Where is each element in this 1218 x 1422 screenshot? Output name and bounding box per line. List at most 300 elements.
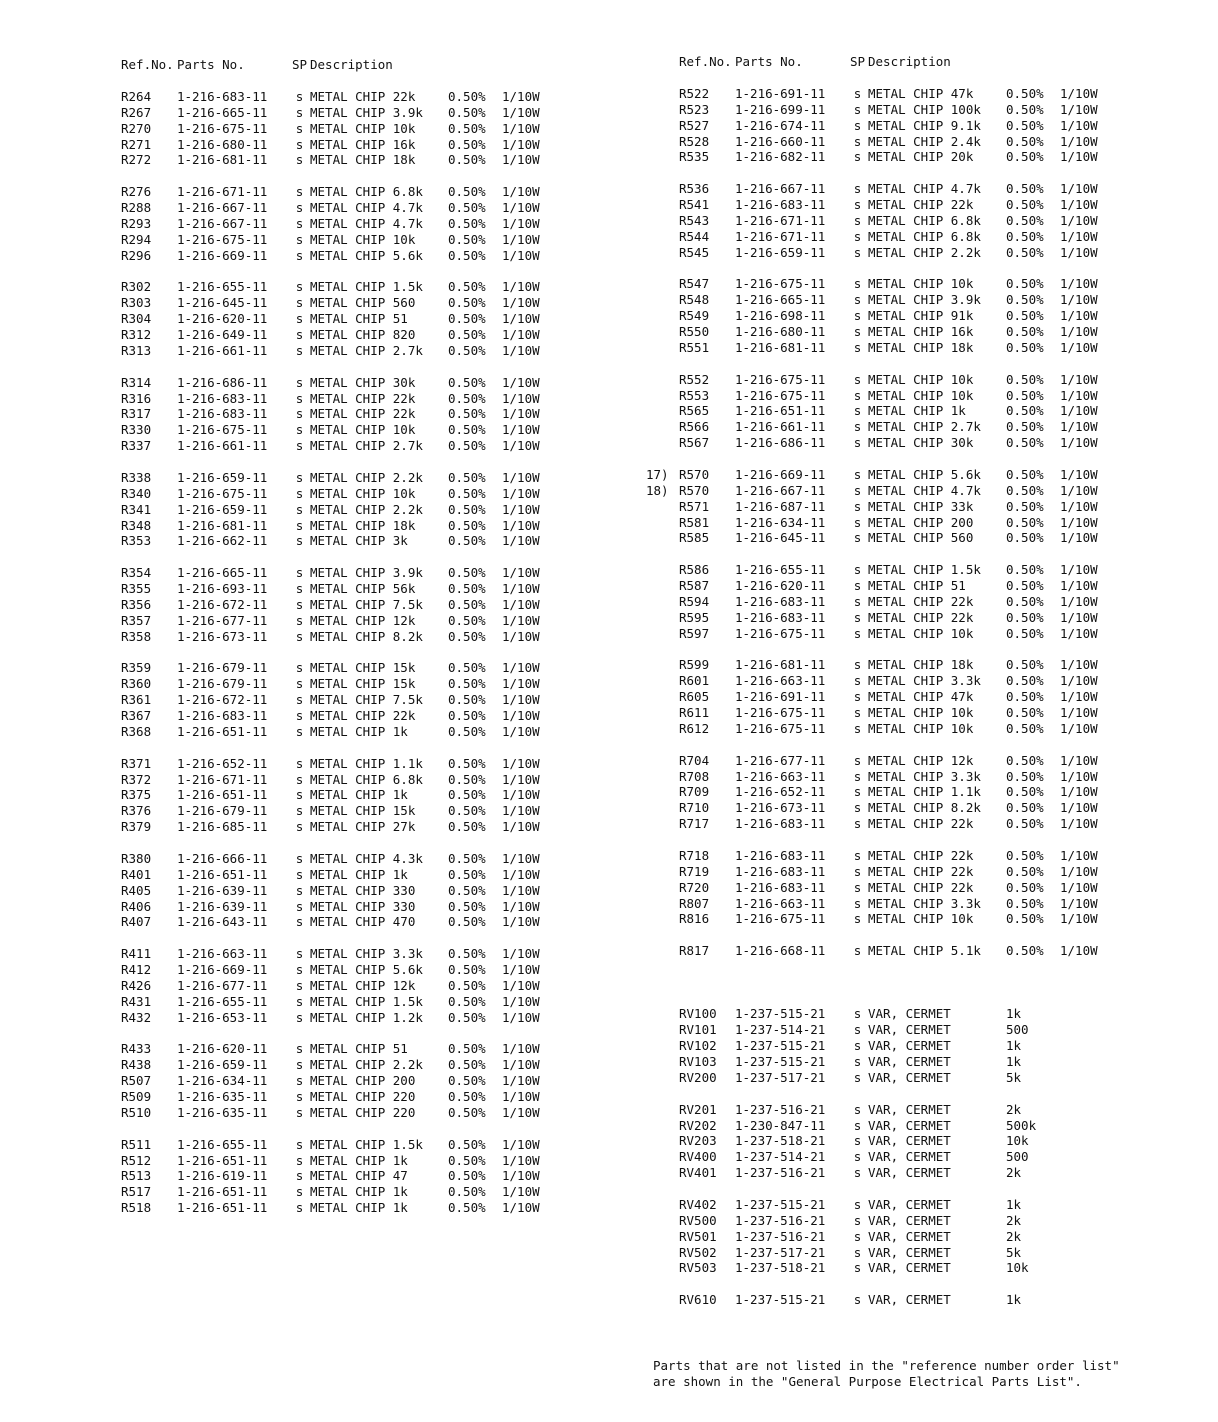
parts-row bbox=[646, 149, 1116, 165]
parts-no: 1-216-683-11 bbox=[177, 88, 268, 104]
wattage: 1/10W bbox=[502, 692, 540, 708]
tolerance: 0.50% bbox=[448, 200, 486, 216]
wattage: 1/10W bbox=[502, 1200, 540, 1216]
wattage: 1/10W bbox=[502, 977, 540, 993]
ref-no: R507 bbox=[121, 1073, 152, 1089]
description: METAL CHIP 2.2k bbox=[310, 469, 423, 485]
parts-row bbox=[121, 772, 581, 788]
parts-row bbox=[646, 499, 1116, 515]
wattage: 1/10W bbox=[502, 1089, 540, 1105]
parts-row bbox=[646, 1070, 1116, 1086]
parts-group bbox=[121, 184, 581, 263]
wattage bbox=[1060, 1054, 1116, 1070]
description: METAL CHIP 10k bbox=[310, 120, 416, 136]
tolerance: 0.50% bbox=[448, 771, 486, 787]
description: METAL CHIP 1.5k bbox=[310, 1136, 423, 1152]
parts-row bbox=[646, 689, 1116, 705]
ref-no: R601 bbox=[679, 673, 710, 689]
parts-row bbox=[646, 1006, 1116, 1022]
sp-mark: s bbox=[853, 863, 862, 879]
tolerance: 0.50% bbox=[1006, 403, 1044, 419]
wattage: 1/10W bbox=[1060, 276, 1098, 292]
wattage: 1/10W bbox=[1060, 657, 1098, 673]
wattage: 1/10W bbox=[1060, 879, 1098, 895]
note-ref bbox=[646, 515, 679, 531]
wattage: 1/10W bbox=[502, 485, 540, 501]
sp-mark: s bbox=[853, 1260, 862, 1276]
tolerance: 0.50% bbox=[1006, 371, 1044, 387]
parts-row bbox=[646, 1118, 1116, 1134]
description: VAR, CERMET bbox=[868, 1133, 951, 1149]
note-ref bbox=[646, 626, 679, 642]
tolerance: 0.50% bbox=[1006, 879, 1044, 895]
wattage: 1/10W bbox=[502, 1009, 540, 1025]
parts-no: 1-216-693-11 bbox=[177, 581, 268, 597]
parts-row bbox=[121, 1057, 581, 1073]
wattage: 1/10W bbox=[1060, 784, 1098, 800]
parts-row bbox=[646, 213, 1116, 229]
tolerance: 0.50% bbox=[1006, 117, 1044, 133]
header-ref-no: Ref.No. bbox=[679, 54, 732, 69]
ref-no: R522 bbox=[679, 85, 710, 101]
ref-no: RV101 bbox=[679, 1022, 717, 1038]
parts-row bbox=[121, 676, 581, 692]
wattage: 1/10W bbox=[1060, 530, 1098, 546]
sp-mark: s bbox=[295, 787, 304, 803]
tolerance: 0.50% bbox=[448, 390, 486, 406]
ref-no: R372 bbox=[121, 771, 152, 787]
parts-row bbox=[121, 613, 581, 629]
parts-no: 1-216-675-11 bbox=[735, 911, 826, 927]
sp-mark: s bbox=[295, 104, 304, 120]
description: METAL CHIP 15k bbox=[310, 660, 416, 676]
wattage: 1/10W bbox=[502, 676, 540, 692]
tolerance: 1k bbox=[1006, 1038, 1022, 1054]
ref-no: R718 bbox=[679, 847, 710, 863]
ref-no: R338 bbox=[121, 469, 152, 485]
description: METAL CHIP 51 bbox=[310, 311, 408, 327]
sp-mark: s bbox=[295, 120, 304, 136]
description: METAL CHIP 4.7k bbox=[868, 181, 981, 197]
ref-no: R611 bbox=[679, 705, 710, 721]
parts-no: 1-216-683-11 bbox=[735, 609, 826, 625]
sp-mark: s bbox=[295, 946, 304, 962]
parts-group bbox=[646, 467, 1116, 546]
note-ref bbox=[646, 864, 679, 880]
ref-no: R337 bbox=[121, 438, 152, 454]
parts-row bbox=[121, 914, 581, 930]
wattage: 1/10W bbox=[1060, 419, 1098, 435]
description: METAL CHIP 16k bbox=[310, 136, 416, 152]
tolerance: 0.50% bbox=[448, 501, 486, 517]
sp-mark: s bbox=[853, 212, 862, 228]
sp-mark: s bbox=[853, 324, 862, 340]
footnote-line-1: Parts that are not listed in the "reference number order list" bbox=[653, 1358, 1120, 1373]
wattage: 1/10W bbox=[502, 660, 540, 676]
tolerance: 0.50% bbox=[1006, 593, 1044, 609]
parts-row bbox=[646, 1102, 1116, 1118]
wattage: 1/10W bbox=[502, 517, 540, 533]
tolerance: 2k bbox=[1006, 1165, 1022, 1181]
tolerance: 5k bbox=[1006, 1069, 1022, 1085]
description: METAL CHIP 30k bbox=[310, 374, 416, 390]
tolerance: 0.50% bbox=[1006, 530, 1044, 546]
ref-no: R288 bbox=[121, 200, 152, 216]
tolerance: 0.50% bbox=[1006, 85, 1044, 101]
note-ref bbox=[646, 118, 679, 134]
ref-no: R710 bbox=[679, 800, 710, 816]
parts-no: 1-216-663-11 bbox=[735, 895, 826, 911]
note-ref bbox=[646, 292, 679, 308]
parts-no: 1-216-675-11 bbox=[177, 485, 268, 501]
ref-no: R375 bbox=[121, 787, 152, 803]
tolerance: 0.50% bbox=[1006, 625, 1044, 641]
description: METAL CHIP 3k bbox=[310, 533, 408, 549]
parts-row bbox=[646, 1038, 1116, 1054]
parts-row bbox=[646, 943, 1116, 959]
ref-no: R412 bbox=[121, 962, 152, 978]
sp-mark: s bbox=[853, 816, 862, 832]
note-ref bbox=[646, 721, 679, 737]
description: METAL CHIP 15k bbox=[310, 803, 416, 819]
parts-row bbox=[121, 1168, 581, 1184]
parts-row bbox=[646, 816, 1116, 832]
tolerance: 0.50% bbox=[448, 215, 486, 231]
sp-mark: s bbox=[295, 708, 304, 724]
tolerance: 0.50% bbox=[448, 247, 486, 263]
wattage: 1/10W bbox=[502, 469, 540, 485]
tolerance: 0.50% bbox=[1006, 847, 1044, 863]
note-ref bbox=[646, 197, 679, 213]
wattage bbox=[1060, 1260, 1116, 1276]
description: METAL CHIP 18k bbox=[310, 152, 416, 168]
wattage: 1/10W bbox=[1060, 308, 1098, 324]
description: METAL CHIP 6.8k bbox=[310, 771, 423, 787]
parts-no: 1-237-517-21 bbox=[735, 1244, 826, 1260]
parts-row bbox=[121, 279, 581, 295]
header-sp: SP bbox=[291, 57, 308, 72]
parts-group bbox=[121, 279, 581, 358]
parts-group bbox=[646, 276, 1116, 355]
ref-no: R612 bbox=[679, 720, 710, 736]
tolerance: 0.50% bbox=[1006, 435, 1044, 451]
wattage: 1/10W bbox=[1060, 181, 1098, 197]
parts-row bbox=[646, 1054, 1116, 1070]
wattage bbox=[1060, 1165, 1116, 1181]
parts-no: 1-237-516-21 bbox=[735, 1212, 826, 1228]
description: VAR, CERMET bbox=[868, 1054, 951, 1070]
wattage: 1/10W bbox=[1060, 387, 1098, 403]
sp-mark: s bbox=[295, 438, 304, 454]
description: VAR, CERMET bbox=[868, 1117, 951, 1133]
right-parts-list bbox=[646, 86, 1116, 1308]
parts-no: 1-216-659-11 bbox=[177, 1057, 268, 1073]
description: METAL CHIP 4.3k bbox=[310, 850, 423, 866]
ref-no: R586 bbox=[679, 562, 710, 578]
parts-row bbox=[121, 819, 581, 835]
sp-mark: s bbox=[853, 419, 862, 435]
parts-no: 1-216-686-11 bbox=[177, 374, 268, 390]
ref-no: R543 bbox=[679, 212, 710, 228]
description: METAL CHIP 220 bbox=[310, 1104, 416, 1120]
sp-mark: s bbox=[295, 1073, 304, 1089]
description: METAL CHIP 3.3k bbox=[868, 673, 981, 689]
tolerance: 0.50% bbox=[1006, 689, 1044, 705]
note-ref bbox=[646, 578, 679, 594]
description: METAL CHIP 22k bbox=[868, 593, 974, 609]
sp-mark: s bbox=[853, 657, 862, 673]
parts-row bbox=[646, 1229, 1116, 1245]
sp-mark: s bbox=[295, 1168, 304, 1184]
parts-no: 1-216-671-11 bbox=[735, 228, 826, 244]
tolerance: 0.50% bbox=[1006, 673, 1044, 689]
note-ref: 18) bbox=[646, 482, 669, 498]
sp-mark: s bbox=[295, 866, 304, 882]
sp-mark: s bbox=[295, 184, 304, 200]
tolerance: 10k bbox=[1006, 1133, 1029, 1149]
tolerance: 0.50% bbox=[448, 1009, 486, 1025]
description: METAL CHIP 16k bbox=[868, 324, 974, 340]
wattage: 1/10W bbox=[502, 200, 540, 216]
tolerance: 0.50% bbox=[448, 882, 486, 898]
sp-mark: s bbox=[295, 565, 304, 581]
parts-row bbox=[121, 438, 581, 454]
parts-group bbox=[646, 1292, 1116, 1308]
parts-row bbox=[121, 343, 581, 359]
ref-no: RV402 bbox=[679, 1196, 717, 1212]
parts-row bbox=[646, 705, 1116, 721]
ref-no: R356 bbox=[121, 596, 152, 612]
description: METAL CHIP 5.1k bbox=[868, 943, 981, 959]
parts-row bbox=[121, 232, 581, 248]
sp-mark: s bbox=[853, 1054, 862, 1070]
wattage: 1/10W bbox=[502, 1184, 540, 1200]
parts-no: 1-216-655-11 bbox=[735, 562, 826, 578]
sp-mark: s bbox=[853, 197, 862, 213]
wattage bbox=[1060, 1118, 1116, 1134]
ref-no: R304 bbox=[121, 311, 152, 327]
parts-row bbox=[646, 1133, 1116, 1149]
ref-no: R355 bbox=[121, 581, 152, 597]
description: METAL CHIP 200 bbox=[868, 514, 974, 530]
note-ref bbox=[646, 245, 679, 261]
wattage bbox=[1060, 1070, 1116, 1086]
tolerance: 0.50% bbox=[448, 962, 486, 978]
parts-no: 1-216-651-11 bbox=[177, 787, 268, 803]
wattage: 1/10W bbox=[502, 533, 540, 549]
ref-no: R816 bbox=[679, 911, 710, 927]
parts-no: 1-216-683-11 bbox=[177, 406, 268, 422]
sp-mark: s bbox=[295, 279, 304, 295]
sp-mark: s bbox=[853, 387, 862, 403]
parts-no: 1-216-677-11 bbox=[177, 612, 268, 628]
note-ref bbox=[646, 705, 679, 721]
tolerance: 0.50% bbox=[448, 104, 486, 120]
ref-no: RV501 bbox=[679, 1228, 717, 1244]
sp-mark: s bbox=[295, 1057, 304, 1073]
tolerance: 0.50% bbox=[448, 120, 486, 136]
parts-row bbox=[121, 375, 581, 391]
description: VAR, CERMET bbox=[868, 1212, 951, 1228]
tolerance: 1k bbox=[1006, 1006, 1022, 1022]
wattage bbox=[1060, 1229, 1116, 1245]
ref-no: R433 bbox=[121, 1041, 152, 1057]
parts-no: 1-216-675-11 bbox=[735, 720, 826, 736]
note-ref bbox=[646, 1292, 679, 1308]
description: METAL CHIP 3.3k bbox=[310, 946, 423, 962]
wattage: 1/10W bbox=[1060, 593, 1098, 609]
wattage: 1/10W bbox=[1060, 149, 1098, 165]
tolerance: 0.50% bbox=[448, 914, 486, 930]
ref-no: R354 bbox=[121, 565, 152, 581]
tolerance: 0.50% bbox=[1006, 228, 1044, 244]
tolerance: 0.50% bbox=[1006, 498, 1044, 514]
ref-no: R438 bbox=[121, 1057, 152, 1073]
description: METAL CHIP 5.6k bbox=[310, 962, 423, 978]
sp-mark: s bbox=[853, 689, 862, 705]
parts-no: 1-216-675-11 bbox=[177, 120, 268, 136]
note-ref bbox=[646, 340, 679, 356]
wattage bbox=[1060, 1133, 1116, 1149]
tolerance: 0.50% bbox=[448, 88, 486, 104]
wattage: 1/10W bbox=[502, 295, 540, 311]
tolerance: 0.50% bbox=[448, 327, 486, 343]
wattage bbox=[1060, 1245, 1116, 1261]
wattage: 1/10W bbox=[1060, 895, 1098, 911]
parts-row bbox=[121, 406, 581, 422]
note-ref bbox=[646, 324, 679, 340]
parts-no: 1-216-683-11 bbox=[735, 593, 826, 609]
description: METAL CHIP 8.2k bbox=[868, 800, 981, 816]
wattage: 1/10W bbox=[502, 501, 540, 517]
sp-mark: s bbox=[295, 676, 304, 692]
parts-no: 1-237-515-21 bbox=[735, 1292, 826, 1308]
ref-no: R314 bbox=[121, 374, 152, 390]
sp-mark: s bbox=[853, 752, 862, 768]
parts-row bbox=[121, 470, 581, 486]
parts-row bbox=[646, 880, 1116, 896]
sp-mark: s bbox=[295, 1104, 304, 1120]
wattage: 1/10W bbox=[502, 1152, 540, 1168]
sp-mark: s bbox=[295, 136, 304, 152]
note-ref bbox=[646, 610, 679, 626]
parts-no: 1-216-683-11 bbox=[177, 390, 268, 406]
ref-no: RV610 bbox=[679, 1292, 717, 1308]
parts-row bbox=[121, 867, 581, 883]
sp-mark: s bbox=[853, 339, 862, 355]
parts-no: 1-216-665-11 bbox=[177, 104, 268, 120]
wattage: 1/10W bbox=[1060, 752, 1098, 768]
parts-row bbox=[646, 181, 1116, 197]
parts-no: 1-216-651-11 bbox=[177, 1184, 268, 1200]
sp-mark: s bbox=[853, 292, 862, 308]
parts-no: 1-216-675-11 bbox=[177, 422, 268, 438]
note-ref bbox=[646, 388, 679, 404]
tolerance: 0.50% bbox=[448, 803, 486, 819]
note-ref bbox=[646, 1197, 679, 1213]
tolerance: 0.50% bbox=[1006, 419, 1044, 435]
parts-row bbox=[121, 502, 581, 518]
wattage: 1/10W bbox=[502, 612, 540, 628]
tolerance: 0.50% bbox=[448, 723, 486, 739]
ref-no: R401 bbox=[121, 866, 152, 882]
note-ref bbox=[646, 848, 679, 864]
sp-mark: s bbox=[295, 882, 304, 898]
ref-no: R597 bbox=[679, 625, 710, 641]
parts-row bbox=[121, 724, 581, 740]
parts-group bbox=[121, 89, 581, 168]
tolerance: 0.50% bbox=[1006, 720, 1044, 736]
ref-no: R340 bbox=[121, 485, 152, 501]
parts-group bbox=[121, 851, 581, 930]
tolerance: 0.50% bbox=[1006, 308, 1044, 324]
wattage: 1/10W bbox=[502, 438, 540, 454]
wattage: 1/10W bbox=[1060, 673, 1098, 689]
parts-row bbox=[121, 1073, 581, 1089]
parts-no: 1-216-655-11 bbox=[177, 993, 268, 1009]
description: METAL CHIP 1.5k bbox=[868, 562, 981, 578]
wattage: 1/10W bbox=[502, 850, 540, 866]
sp-mark: s bbox=[853, 593, 862, 609]
description: VAR, CERMET bbox=[868, 1101, 951, 1117]
description: METAL CHIP 330 bbox=[310, 898, 416, 914]
note-ref bbox=[646, 800, 679, 816]
note-ref bbox=[646, 149, 679, 165]
parts-no: 1-216-674-11 bbox=[735, 117, 826, 133]
wattage bbox=[1060, 1102, 1116, 1118]
wattage: 1/10W bbox=[1060, 863, 1098, 879]
ref-no: RV100 bbox=[679, 1006, 717, 1022]
ref-no: R807 bbox=[679, 895, 710, 911]
ref-no: R709 bbox=[679, 784, 710, 800]
tolerance: 0.50% bbox=[1006, 339, 1044, 355]
description: METAL CHIP 3.3k bbox=[868, 895, 981, 911]
parts-row bbox=[121, 994, 581, 1010]
tolerance: 0.50% bbox=[448, 279, 486, 295]
ref-no: R411 bbox=[121, 946, 152, 962]
parts-no: 1-216-683-11 bbox=[177, 708, 268, 724]
parts-no: 1-216-651-11 bbox=[177, 1152, 268, 1168]
description: METAL CHIP 10k bbox=[868, 276, 974, 292]
sp-mark: s bbox=[295, 88, 304, 104]
sp-mark: s bbox=[853, 609, 862, 625]
parts-no: 1-216-679-11 bbox=[177, 676, 268, 692]
tolerance: 0.50% bbox=[1006, 562, 1044, 578]
parts-row bbox=[121, 295, 581, 311]
tolerance: 0.50% bbox=[448, 311, 486, 327]
parts-no: 1-216-634-11 bbox=[177, 1073, 268, 1089]
description: VAR, CERMET bbox=[868, 1149, 951, 1165]
description: METAL CHIP 9.1k bbox=[868, 117, 981, 133]
note-ref bbox=[646, 530, 679, 546]
sp-mark: s bbox=[295, 612, 304, 628]
sp-mark: s bbox=[853, 1196, 862, 1212]
note-ref bbox=[646, 1260, 679, 1276]
parts-row bbox=[121, 184, 581, 200]
parts-no: 1-216-669-11 bbox=[177, 247, 268, 263]
ref-no: R553 bbox=[679, 387, 710, 403]
tolerance: 0.50% bbox=[448, 1152, 486, 1168]
sp-mark: s bbox=[295, 660, 304, 676]
description: VAR, CERMET bbox=[868, 1196, 951, 1212]
wattage: 1/10W bbox=[502, 88, 540, 104]
sp-mark: s bbox=[853, 133, 862, 149]
header-ref-no: Ref.No. bbox=[121, 57, 174, 72]
ref-no: R570 bbox=[679, 466, 710, 482]
wattage: 1/10W bbox=[502, 390, 540, 406]
sp-mark: s bbox=[295, 390, 304, 406]
sp-mark: s bbox=[295, 993, 304, 1009]
